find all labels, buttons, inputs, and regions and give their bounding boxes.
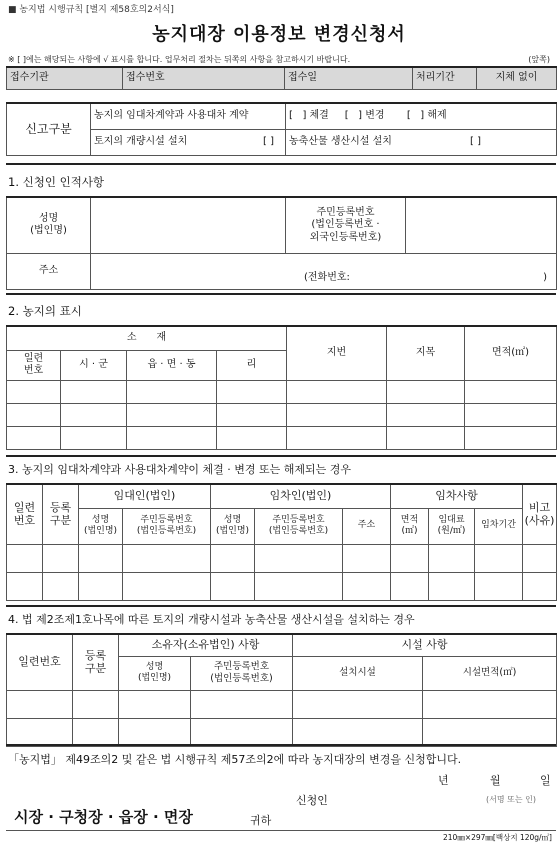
cell[interactable] [73,690,119,718]
cell[interactable] [7,544,43,572]
footer-rule [6,744,556,746]
table-row [7,426,557,449]
cell[interactable] [429,544,475,572]
section2-title: 2. 농지의 표시 [8,304,82,318]
cell[interactable] [465,403,557,426]
cell[interactable] [255,544,343,572]
jibun-header: 지번 [287,326,387,380]
receipt-org-label: 접수기관 [7,67,123,89]
report-type-table [6,102,557,156]
eup-header: 읍 · 면 · 동 [127,350,217,380]
cell[interactable] [387,403,465,426]
section1-title: 1. 신청인 인적사항 [8,175,105,189]
applicant-table [6,196,557,290]
paper-spec: 210㎜×297㎜[백상지 120g/㎡] [443,833,552,842]
cell[interactable] [7,718,73,746]
table-row [7,544,557,572]
installed-facility-header: 설치시설 [293,656,423,690]
cell[interactable] [255,572,343,600]
report-type-improvement[interactable] [91,129,286,155]
lessee-name-header: 성명 (법인명) [211,508,255,544]
table-row [7,403,557,426]
cell[interactable] [191,690,293,718]
cell[interactable] [123,544,211,572]
lessor-header: 임대인(법인) [79,484,211,508]
cell[interactable] [387,426,465,449]
phone-label: (전화번호: [304,272,350,283]
cell[interactable] [287,380,387,403]
cell[interactable] [7,426,61,449]
cell[interactable] [387,380,465,403]
facility-regtype-header: 등록 구분 [73,634,119,690]
cell[interactable] [343,572,391,600]
cell[interactable] [475,572,523,600]
owner-header: 소유자(소유법인) 사항 [119,634,293,656]
cell[interactable] [217,403,287,426]
applicant-label: 신청인 [296,794,328,807]
cell[interactable] [523,544,557,572]
cell[interactable] [7,690,73,718]
lessor-id-header: 주민등록번호 (법인등록번호) [123,508,211,544]
owner-name-header: 성명 (법인명) [119,656,191,690]
honorific: 귀하 [250,814,272,827]
cell[interactable] [191,718,293,746]
cell[interactable] [7,403,61,426]
cell[interactable] [429,572,475,600]
cell[interactable] [293,718,423,746]
section1-rule [6,163,556,165]
cell[interactable] [217,426,287,449]
lease-area-header: 면적 (㎡) [391,508,429,544]
process-period-label: 처리기간 [413,67,477,89]
cell[interactable] [127,403,217,426]
lease-period-header: 임차기간 [475,508,523,544]
phone-close: ) [543,272,547,283]
production-label: 농축산물 생산시설 설치 [289,135,392,147]
receipt-table [6,66,557,90]
year-label: 년 [438,774,449,787]
owner-id-header: 주민등록번호 (법인등록번호) [191,656,293,690]
cell[interactable] [119,690,191,718]
table-row [7,718,557,746]
lease-regtype-header: 등록 구분 [43,484,79,544]
applicant-name-field[interactable] [91,197,286,253]
cell[interactable] [79,544,123,572]
lease-table [6,483,557,601]
form-id: ■ 농지법 시행규칙 [별지 제58호의2서식] [8,5,174,15]
jimok-header: 지목 [387,326,465,380]
lessee-header: 임차인(법인) [211,484,391,508]
section2-rule [6,293,556,295]
report-type-lease-item: 농지의 임대차계약과 사용대차 계약 [91,103,286,129]
improvement-checkbox[interactable]: [ ] [263,135,274,147]
cell[interactable] [61,426,127,449]
cell[interactable] [391,572,429,600]
production-checkbox[interactable]: [ ] [470,135,481,147]
cell[interactable] [217,380,287,403]
applicant-address-field[interactable] [91,253,557,289]
bottom-rule [6,830,556,831]
cell[interactable] [211,572,255,600]
cell[interactable] [423,718,557,746]
applicant-id-label: 주민등록번호 (법인등록번호 · 외국인등록번호) [286,197,406,253]
applicant-address-label: 주소 [7,253,91,289]
area-header: 면적(㎡) [465,326,557,380]
cell[interactable] [73,718,119,746]
process-period-value: 지체 없이 [477,67,557,89]
cell[interactable] [287,426,387,449]
section4-title: 4. 법 제2조제1호나목에 따른 토지의 개량시설과 농축산물 생산시설을 설치하는 경우 [8,613,415,626]
farmland-table [6,325,557,450]
cell[interactable] [123,572,211,600]
facility-serial-header: 일련번호 [7,634,73,690]
serial-header: 일련 번호 [7,350,61,380]
report-type-lease-options[interactable]: [ ] 체결 [ ] 변경 [ ] 해제 [286,103,557,129]
section3-rule [6,455,556,457]
table-row [7,690,557,718]
receipt-no-label: 접수번호 [123,67,285,89]
lessee-id-header: 주민등록번호 (법인등록번호) [255,508,343,544]
applicant-id-field[interactable] [406,197,557,253]
lease-serial-header: 일련 번호 [7,484,43,544]
cell[interactable] [127,380,217,403]
remark-header: 비고 (사유) [523,484,557,544]
recipient: 시장 · 구청장 · 읍장 · 면장 [14,808,193,826]
table-row [7,380,557,403]
section4-rule [6,605,556,607]
table-row [7,572,557,600]
lessor-name-header: 성명 (법인명) [79,508,123,544]
lease-rent-header: 임대료 (원/㎡) [429,508,475,544]
side-indicator: (앞쪽) [528,55,550,64]
cell[interactable] [343,544,391,572]
cell[interactable] [465,380,557,403]
cell[interactable] [43,572,79,600]
cell[interactable] [287,403,387,426]
cell[interactable] [61,380,127,403]
form-notice: ※ [ ]에는 해당되는 사항에 √ 표시를 합니다. 업무처리 절차는 뒤쪽의 사항을 참고하시기 바랍니다. [8,55,351,64]
cell[interactable] [423,690,557,718]
month-label: 월 [490,774,501,787]
signature-field[interactable]: (서명 또는 인) [486,795,536,804]
receipt-date-label: 접수일 [285,67,413,89]
report-type-production[interactable] [286,129,557,155]
location-header: 소 재 [7,326,287,350]
cell[interactable] [475,544,523,572]
statement: 「농지법」 제49조의2 및 같은 법 시행규칙 제57조의2에 따라 농지대장의 변경을 신청합니다. [8,753,462,766]
cell[interactable] [391,544,429,572]
cell[interactable] [61,403,127,426]
cell[interactable] [7,380,61,403]
si-gun-header: 시 · 군 [61,350,127,380]
day-label: 일 [540,774,551,787]
cell[interactable] [523,572,557,600]
cell[interactable] [43,544,79,572]
cell[interactable] [211,544,255,572]
cell[interactable] [7,572,43,600]
improvement-label: 토지의 개량시설 설치 [94,135,188,147]
cell[interactable] [79,572,123,600]
facility-table [6,633,557,747]
applicant-name-label: 성명 (법인명) [7,197,91,253]
section3-title: 3. 농지의 임대차계약과 사용대차계약이 체결 · 변경 또는 해제되는 경우 [8,463,351,476]
cell[interactable] [119,718,191,746]
cell[interactable] [127,426,217,449]
page-title: 농지대장 이용정보 변경신청서 [152,24,406,45]
report-type-label: 신고구분 [7,103,91,155]
ri-header: 리 [217,350,287,380]
lease-info-header: 임차사항 [391,484,523,508]
facility-info-header: 시설 사항 [293,634,557,656]
lessee-address-header: 주소 [343,508,391,544]
cell[interactable] [465,426,557,449]
cell[interactable] [293,690,423,718]
facility-area-header: 시설면적(㎡) [423,656,557,690]
